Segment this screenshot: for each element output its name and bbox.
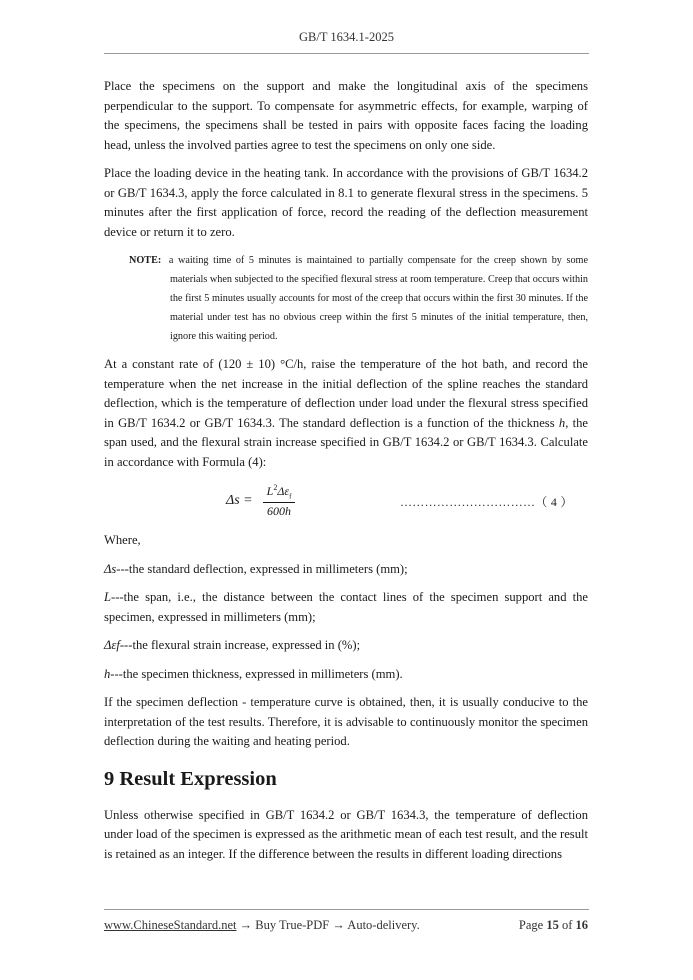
footer-promo bbox=[104, 918, 420, 933]
section-title: 9 Result Expression bbox=[104, 767, 277, 790]
paragraph-specimen-placement: Place the specimens on the support and make the longitudinal axis of the specimens perpendicular to the support. To compensate for asymmetric effects, for example, warping of the specimens, the specimens shall be tested in pairs with opposite faces facing the loading head, unless the involved parties agree to test the specimens on only one side. bbox=[104, 79, 588, 152]
heating-text-a: At a constant rate of (120 ± 10) °C/h, raise the temperature of the hot bath, and record the temperature when the net increase in the initial deflection of the spline reaches the standard deflection, which is the temperature of deflection under load under the flexural stress specified in GB/T 1634.2 or GB/T 1634.3. The standard deflection is a function of the thickness bbox=[104, 357, 588, 430]
definition-thickness-h: h---the specimen thickness, expressed in millimeters (mm). bbox=[104, 666, 403, 681]
where-label: Where, bbox=[104, 533, 141, 547]
formula-numerator: $L^2\Delta\varepsilon_f$ bbox=[263, 483, 296, 502]
definition-strain-increase: Δεf---the flexural strain increase, expressed in (%); bbox=[104, 638, 361, 652]
definition-span-l: L---the span, i.e., the distance between the contact lines of the specimen support and the specimen, expressed in millimeters (mm); bbox=[104, 590, 588, 624]
definition-delta-s: Δs---the standard deflection, expressed in millimeters (mm); bbox=[104, 561, 408, 576]
formula-fraction bbox=[263, 483, 296, 518]
paragraph-deflection-curve: If the specimen deflection - temperature curve is obtained, then, it is usually conducive to the interpretation of the test results. Therefore, it is advisable to continuously monitor the specimen deflection during the waiting and heating period. bbox=[104, 695, 588, 748]
formula-number: ……………………………（ 4 ） bbox=[400, 495, 573, 509]
note-label: NOTE: bbox=[129, 255, 162, 266]
total-pages: 16 bbox=[575, 918, 588, 932]
footer-promo-text: → Buy True-PDF → Auto-delivery. bbox=[236, 918, 420, 932]
formula-4 bbox=[104, 481, 588, 521]
thickness-symbol: h bbox=[558, 415, 566, 430]
page-number: Page 15 of 16 bbox=[518, 918, 588, 932]
page-content bbox=[104, 77, 588, 873]
paragraph-result-expression: Unless otherwise specified in GB/T 1634.2 or GB/T 1634.3, the temperature of deflection under load of the specimen is expressed as the arithmetic mean of each test result, and the result is retained as an integer. If the difference between the results in different loading directions bbox=[104, 807, 588, 861]
website-link[interactable]: www.ChineseStandard.net bbox=[104, 918, 237, 932]
note-text: a waiting time of 5 minutes is maintained to partially compensate for the creep shown by some materials when subjected to the specified flexural stress at room temperature. Creep that occurs within the first 5 minutes usually accounts for most of the creep that occurs within the first 30 minutes. If the material under test has no obvious creep within the first 5 minutes of the initial temperature, then, ignore this waiting period. bbox=[168, 255, 588, 342]
header-divider bbox=[104, 53, 589, 54]
heating-text-b: , the span used, and the flexural strain increase specified in GB/T 1634.2 or GB/T 1634.3. Calculate in accordance with Formula (4): bbox=[104, 415, 589, 469]
formula-expression bbox=[226, 481, 295, 521]
note-block bbox=[104, 251, 588, 346]
footer-divider bbox=[104, 909, 589, 910]
formula-lhs: Δs = bbox=[226, 493, 253, 508]
formula-denominator: 600h bbox=[267, 503, 292, 518]
current-page: 15 bbox=[546, 918, 559, 932]
paragraph-heating-rate bbox=[104, 355, 588, 472]
paragraph-loading-device: Place the loading device in the heating tank. In accordance with the provisions of GB/T 1634.2 or GB/T 1634.3, apply the force calculated in 8.1 to generate flexural stress in the specimens. 5 minutes after the first application of force, record the reading of the deflection measurement device or return it to zero. bbox=[104, 166, 588, 239]
page-header: GB/T 1634.1-2025 bbox=[299, 30, 394, 44]
